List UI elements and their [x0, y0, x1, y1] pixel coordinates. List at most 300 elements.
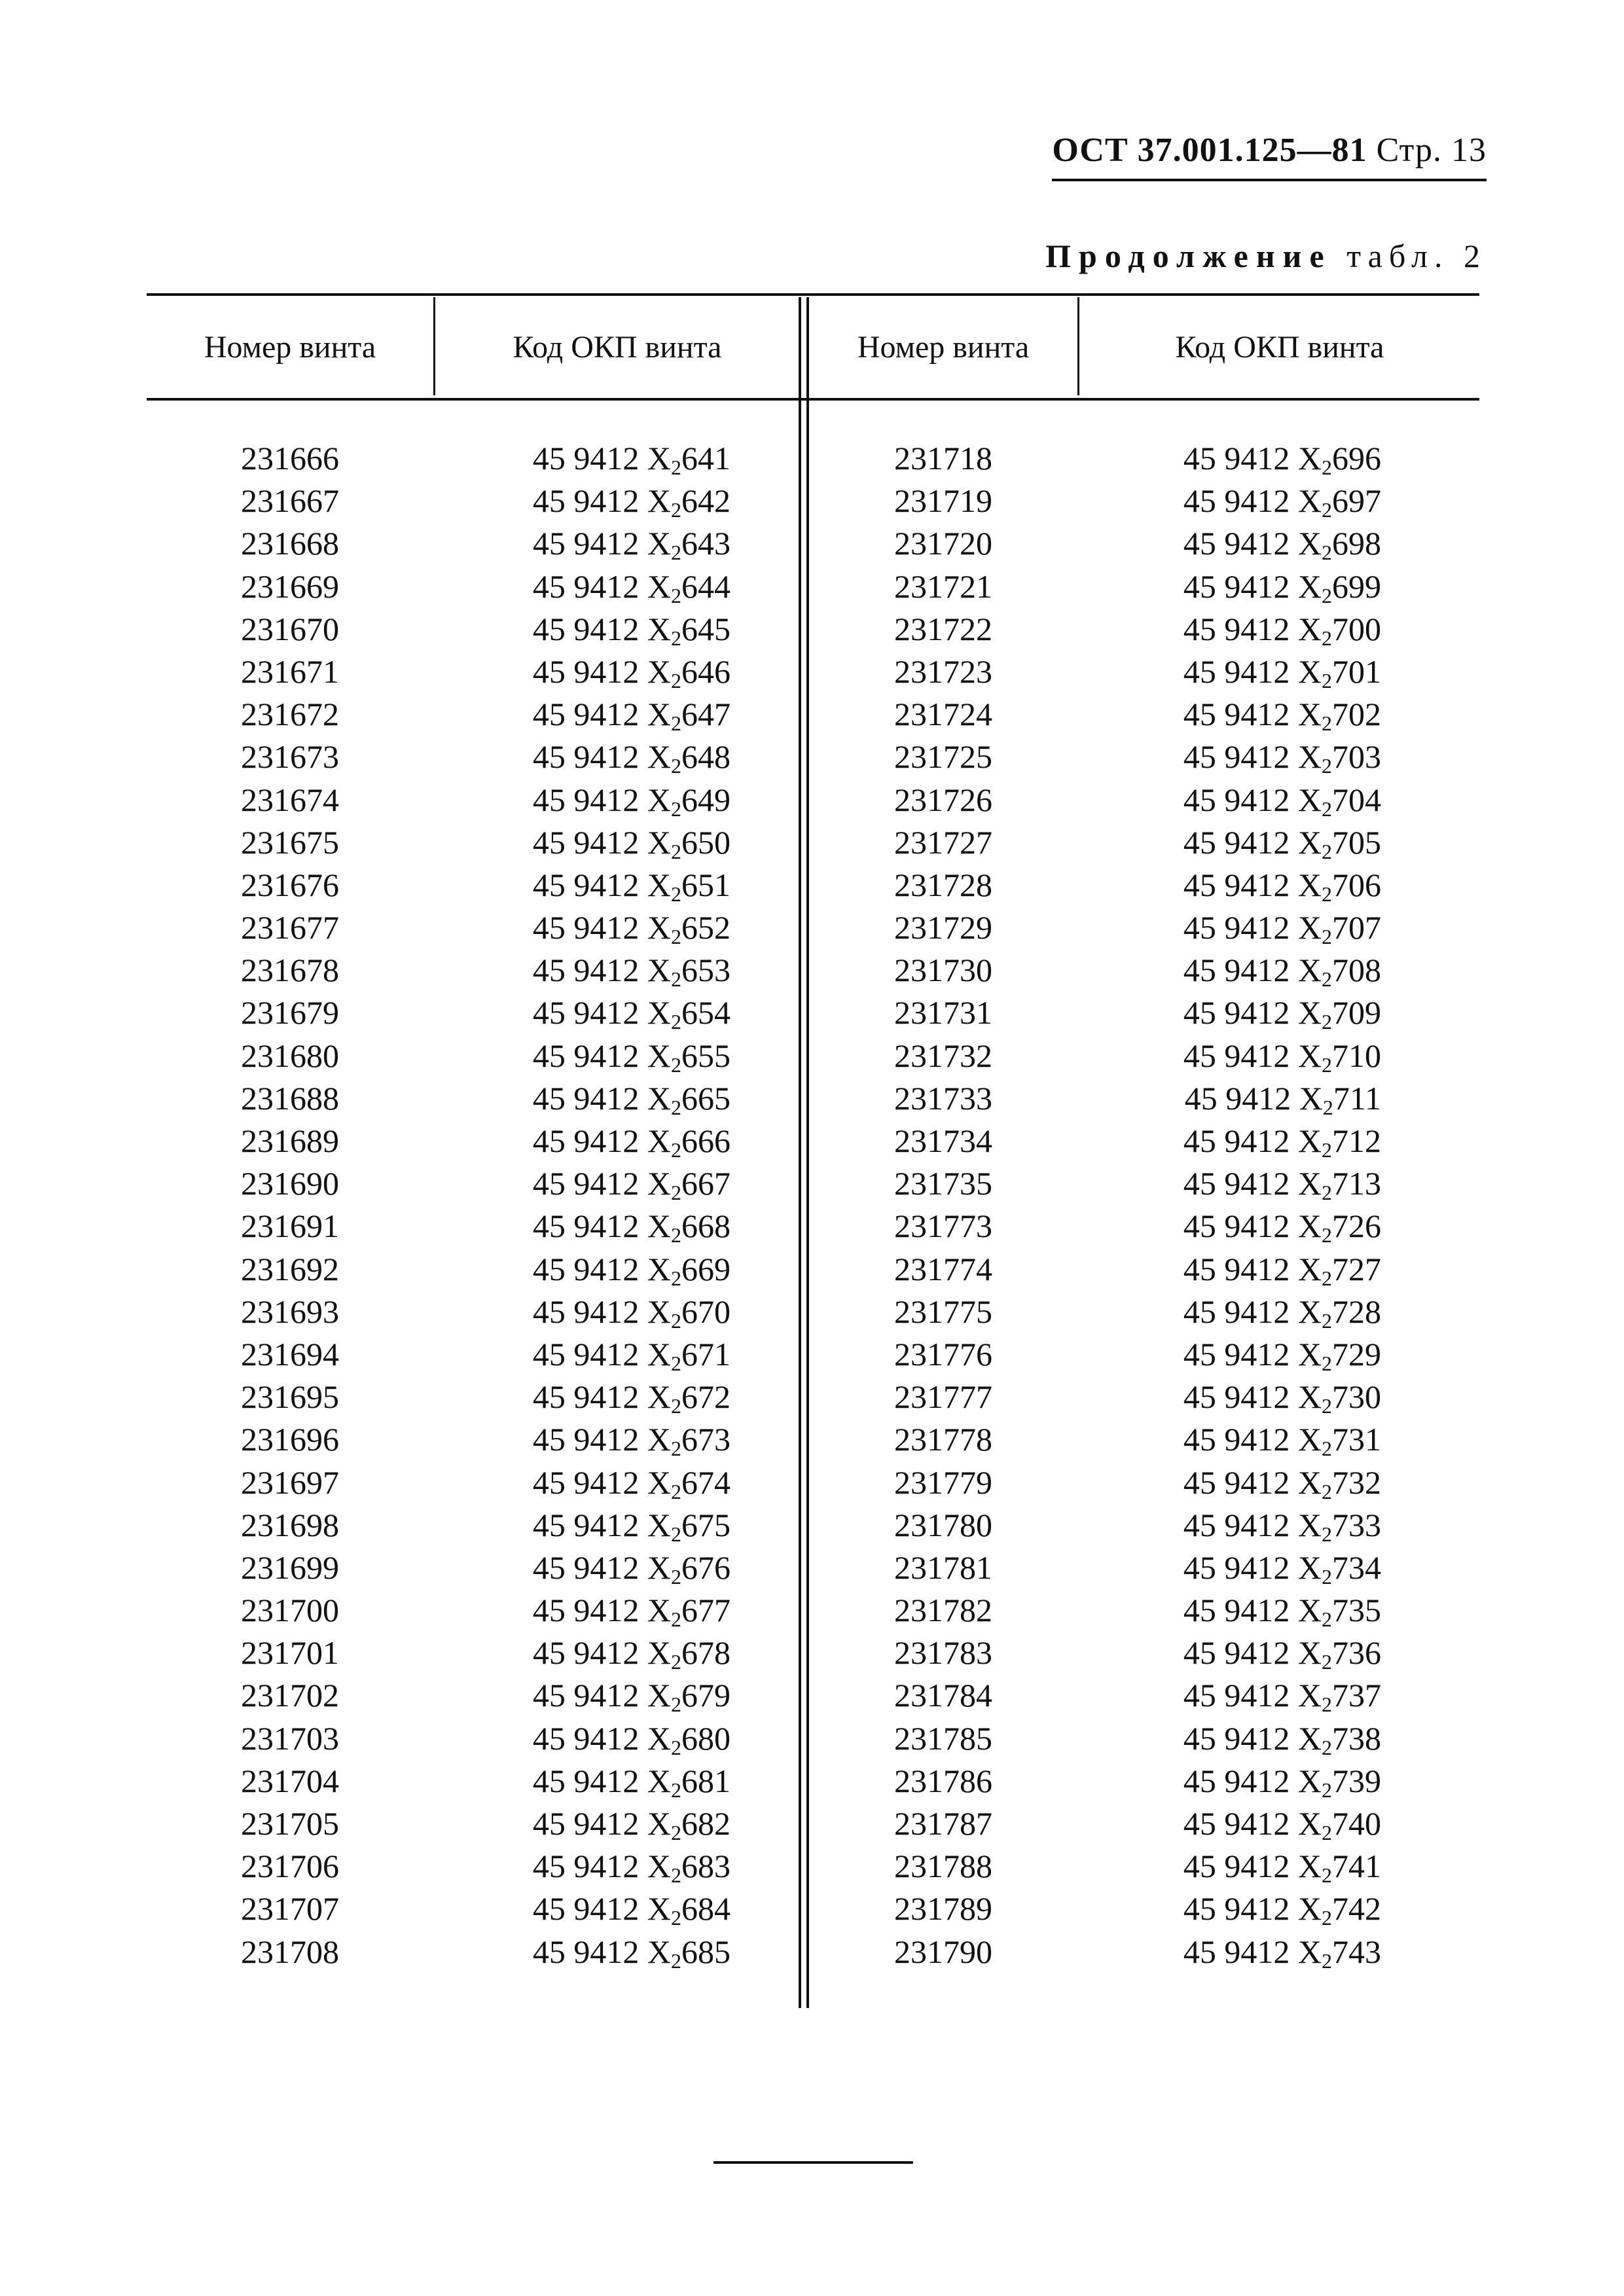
okp-code-prefix: 45 9412 X — [532, 567, 671, 605]
okp-code-subscript: 2 — [1322, 1010, 1332, 1034]
okp-code-prefix: 45 9412 X — [1183, 1463, 1322, 1501]
okp-code-prefix: 45 9412 X — [1183, 909, 1322, 946]
screw-number: 231680 — [241, 1037, 339, 1074]
okp-code-suffix: 668 — [681, 1208, 731, 1245]
okp-code-suffix: 729 — [1332, 1335, 1381, 1372]
okp-code-suffix: 735 — [1332, 1592, 1381, 1629]
okp-code-prefix: 45 9412 X — [532, 1463, 671, 1501]
okp-code-prefix: 45 9412 X — [1183, 1037, 1322, 1074]
okp-code-subscript: 2 — [671, 1266, 681, 1290]
okp-code-prefix: 45 9412 X — [532, 1079, 671, 1117]
okp-code — [436, 949, 731, 992]
okp-code-prefix: 45 9412 X — [1183, 1677, 1322, 1714]
screw-number: 231778 — [894, 1421, 992, 1458]
screw-number: 231789 — [894, 1890, 992, 1928]
okp-code-prefix: 45 9412 X — [532, 696, 671, 733]
okp-code — [1080, 1674, 1381, 1717]
okp-code-subscript: 2 — [1322, 1437, 1332, 1461]
okp-code-prefix: 45 9412 X — [1183, 866, 1322, 903]
okp-code-subscript: 2 — [1322, 498, 1332, 522]
screw-number: 231728 — [894, 866, 992, 903]
okp-code-suffix: 679 — [681, 1677, 731, 1714]
screw-number: 231679 — [241, 994, 339, 1031]
okp-code-prefix: 45 9412 X — [532, 1506, 671, 1543]
okp-code-suffix: 672 — [681, 1378, 731, 1416]
okp-code-suffix: 651 — [681, 866, 731, 903]
okp-code-suffix: 708 — [1332, 952, 1381, 989]
okp-code-prefix: 45 9412 X — [1183, 567, 1322, 605]
okp-code — [1080, 522, 1381, 565]
okp-code — [1080, 1248, 1381, 1291]
screw-number: 231673 — [241, 738, 339, 776]
screw-number: 231703 — [241, 1719, 339, 1757]
okp-code-subscript: 2 — [671, 1607, 681, 1632]
okp-code — [436, 480, 731, 522]
okp-code-subscript: 2 — [1322, 1821, 1332, 1844]
screw-number: 231688 — [241, 1079, 339, 1117]
okp-code-prefix: 45 9412 X — [532, 1677, 671, 1714]
okp-code-subscript: 2 — [1322, 1181, 1332, 1205]
okp-code-subscript: 2 — [671, 754, 681, 778]
okp-code — [436, 1376, 731, 1418]
okp-code-suffix: 680 — [681, 1719, 731, 1757]
okp-code — [1080, 1418, 1381, 1461]
okp-code-prefix: 45 9412 X — [532, 952, 671, 989]
okp-code-subscript: 2 — [671, 1223, 681, 1247]
column-divider — [433, 297, 435, 395]
screw-number: 231671 — [241, 653, 339, 690]
screw-number: 231734 — [894, 1122, 992, 1159]
okp-code-suffix: 655 — [681, 1037, 731, 1074]
okp-code — [436, 1931, 731, 1973]
okp-code-suffix: 644 — [681, 567, 731, 605]
screw-number: 231705 — [241, 1805, 339, 1842]
okp-code-subscript: 2 — [671, 1863, 681, 1888]
okp-code-prefix: 45 9412 X — [532, 1165, 671, 1202]
okp-code-subscript: 2 — [671, 1394, 681, 1418]
okp-code-prefix: 45 9412 X — [532, 1805, 671, 1842]
screw-number: 231774 — [894, 1250, 992, 1287]
okp-code-prefix: 45 9412 X — [1183, 1208, 1322, 1245]
okp-code-subscript: 2 — [671, 1138, 681, 1162]
okp-code-subscript: 2 — [671, 882, 681, 906]
okp-code — [1080, 1120, 1381, 1162]
okp-code-prefix: 45 9412 X — [1183, 1335, 1322, 1372]
screw-number: 231718 — [894, 440, 992, 476]
okp-code-subscript: 2 — [1322, 1351, 1332, 1375]
screw-number: 231697 — [241, 1463, 339, 1501]
okp-code-suffix: 674 — [681, 1463, 731, 1501]
okp-code-suffix: 676 — [681, 1549, 731, 1586]
okp-code-suffix: 648 — [681, 738, 731, 776]
okp-code-suffix: 642 — [681, 482, 731, 520]
okp-code-subscript: 2 — [671, 1693, 681, 1717]
okp-code-subscript: 2 — [671, 711, 681, 736]
okp-code-subscript: 2 — [1322, 967, 1332, 992]
okp-code-subscript: 2 — [671, 1181, 681, 1205]
okp-code-subscript: 2 — [1322, 1095, 1333, 1119]
okp-code-subscript: 2 — [671, 1010, 681, 1034]
okp-code-prefix: 45 9412 X — [532, 1335, 671, 1372]
okp-code-prefix: 45 9412 X — [1183, 1122, 1322, 1159]
okp-code-prefix: 45 9412 X — [1183, 1592, 1322, 1629]
screw-number: 231733 — [894, 1079, 992, 1117]
okp-code — [436, 821, 731, 864]
screw-number: 231704 — [241, 1762, 339, 1799]
document-id: ОСТ 37.001.125—81 — [1052, 132, 1367, 169]
okp-code-suffix: 711 — [1333, 1079, 1381, 1117]
okp-code-subscript: 2 — [671, 583, 681, 607]
okp-code-suffix: 701 — [1332, 653, 1381, 690]
screw-number: 231787 — [894, 1805, 992, 1842]
okp-code-subscript: 2 — [1322, 1906, 1332, 1930]
okp-code — [1080, 1888, 1381, 1930]
okp-code-prefix: 45 9412 X — [1183, 1634, 1322, 1672]
okp-code-subscript: 2 — [1322, 925, 1332, 949]
okp-code-suffix: 669 — [681, 1250, 731, 1287]
okp-code — [1080, 1077, 1381, 1120]
okp-code-suffix: 654 — [681, 994, 731, 1031]
okp-code-subscript: 2 — [1322, 1863, 1332, 1888]
okp-code-suffix: 707 — [1332, 909, 1381, 946]
screw-number: 231690 — [241, 1165, 339, 1202]
okp-code — [436, 437, 731, 480]
footer-rule — [713, 2161, 913, 2164]
screw-number: 231676 — [241, 866, 339, 903]
okp-code — [436, 1547, 731, 1589]
okp-code — [1080, 437, 1381, 480]
okp-code-prefix: 45 9412 X — [1183, 610, 1322, 647]
okp-code-prefix: 45 9412 X — [532, 909, 671, 946]
okp-code-prefix: 45 9412 X — [532, 1208, 671, 1245]
okp-code — [436, 651, 731, 693]
okp-code-subscript: 2 — [671, 1095, 681, 1119]
okp-code-subscript: 2 — [1322, 1479, 1332, 1503]
okp-code-prefix: 45 9412 X — [1183, 440, 1322, 476]
okp-code-suffix: 734 — [1332, 1549, 1381, 1586]
okp-code — [1080, 1333, 1381, 1376]
okp-code-suffix: 652 — [681, 909, 731, 946]
okp-code-suffix: 646 — [681, 653, 731, 690]
screw-number: 231692 — [241, 1250, 339, 1287]
screw-number: 231784 — [894, 1677, 992, 1714]
right-code-column — [1080, 437, 1381, 1973]
okp-code-subscript: 2 — [1322, 1138, 1332, 1162]
okp-code-subscript: 2 — [1322, 1052, 1332, 1077]
okp-code-suffix: 740 — [1332, 1805, 1381, 1842]
okp-code — [1080, 1462, 1381, 1504]
okp-code-suffix: 699 — [1332, 567, 1381, 605]
okp-code-subscript: 2 — [671, 1052, 681, 1077]
okp-code-prefix: 45 9412 X — [1183, 1293, 1322, 1330]
okp-code — [1080, 693, 1381, 736]
okp-code-subscript: 2 — [1322, 1607, 1332, 1632]
screw-number: 231695 — [241, 1378, 339, 1416]
okp-code-prefix: 45 9412 X — [1183, 1165, 1322, 1202]
okp-code — [436, 1077, 731, 1120]
okp-code — [436, 1333, 731, 1376]
okp-code-prefix: 45 9412 X — [532, 866, 671, 903]
okp-code-subscript: 2 — [1322, 626, 1332, 650]
okp-code-suffix: 698 — [1332, 525, 1381, 562]
okp-code-subscript: 2 — [671, 967, 681, 992]
okp-code — [436, 1205, 731, 1247]
okp-code — [436, 1632, 731, 1674]
okp-code-suffix: 733 — [1332, 1506, 1381, 1543]
okp-code-suffix: 683 — [681, 1848, 731, 1885]
okp-code-suffix: 643 — [681, 525, 731, 562]
okp-code-suffix: 732 — [1332, 1463, 1381, 1501]
screw-number: 231674 — [241, 781, 339, 818]
screw-number: 231776 — [894, 1335, 992, 1372]
okp-code-prefix: 45 9412 X — [532, 1378, 671, 1416]
okp-code-subscript: 2 — [1322, 1308, 1332, 1333]
screw-number: 231675 — [241, 823, 339, 861]
okp-code-prefix: 45 9412 X — [532, 482, 671, 520]
okp-code — [436, 1248, 731, 1291]
screw-number: 231670 — [241, 610, 339, 647]
screw-number: 231783 — [894, 1634, 992, 1672]
okp-code-suffix: 703 — [1332, 738, 1381, 776]
okp-code — [436, 1760, 731, 1803]
okp-code-suffix: 730 — [1332, 1378, 1381, 1416]
okp-code-prefix: 45 9412 X — [532, 1890, 671, 1928]
okp-code — [436, 1504, 731, 1547]
screw-number: 231788 — [894, 1848, 992, 1885]
okp-code — [1080, 1845, 1381, 1888]
okp-code — [1080, 1547, 1381, 1589]
okp-code-prefix: 45 9412 X — [1183, 696, 1322, 733]
okp-code-subscript: 2 — [671, 1650, 681, 1674]
okp-code-suffix: 702 — [1332, 696, 1381, 733]
okp-code-suffix: 738 — [1332, 1719, 1381, 1757]
screw-number: 231721 — [894, 567, 992, 605]
okp-code-prefix: 45 9412 X — [1183, 1719, 1322, 1757]
okp-code-subscript: 2 — [671, 797, 681, 821]
okp-code-subscript: 2 — [1322, 668, 1332, 692]
okp-code — [1080, 480, 1381, 522]
okp-code-prefix: 45 9412 X — [1183, 1805, 1322, 1842]
okp-code — [436, 1888, 731, 1930]
okp-code-prefix: 45 9412 X — [1183, 952, 1322, 989]
table-top-rule — [147, 293, 1479, 296]
okp-code-subscript: 2 — [1322, 456, 1332, 479]
caption-continuation: Продолжение — [1045, 238, 1332, 274]
screw-number: 231725 — [894, 738, 992, 776]
screw-number: 231773 — [894, 1208, 992, 1245]
okp-code — [1080, 1291, 1381, 1333]
okp-code — [1080, 565, 1381, 608]
okp-code — [436, 1674, 731, 1717]
screw-number: 231702 — [241, 1677, 339, 1714]
okp-code-prefix: 45 9412 X — [1183, 653, 1322, 690]
okp-code — [1080, 651, 1381, 693]
okp-code — [436, 1462, 731, 1504]
screw-number: 231694 — [241, 1335, 339, 1372]
okp-code-prefix: 45 9412 X — [532, 1250, 671, 1287]
okp-code-suffix: 665 — [681, 1079, 731, 1117]
okp-code-suffix: 700 — [1332, 610, 1381, 647]
okp-code-subscript: 2 — [1322, 1223, 1332, 1247]
screw-number: 231726 — [894, 781, 992, 818]
okp-code-suffix: 671 — [681, 1335, 731, 1372]
okp-code — [436, 1035, 731, 1077]
left-number-column — [147, 437, 433, 1973]
okp-code-suffix: 710 — [1332, 1037, 1381, 1074]
okp-code-subscript: 2 — [671, 839, 681, 863]
okp-code-prefix: 45 9412 X — [532, 1933, 671, 1970]
page-header — [1052, 131, 1487, 181]
okp-code-suffix: 728 — [1332, 1293, 1381, 1330]
okp-code — [436, 693, 731, 736]
okp-code — [1080, 906, 1381, 949]
okp-code-subscript: 2 — [1322, 1564, 1332, 1588]
okp-code-suffix: 653 — [681, 952, 731, 989]
okp-code-prefix: 45 9412 X — [532, 1421, 671, 1458]
screw-number: 231677 — [241, 909, 339, 946]
okp-code-suffix: 713 — [1332, 1165, 1381, 1202]
okp-code-subscript: 2 — [1322, 583, 1332, 607]
okp-code-prefix: 45 9412 X — [532, 610, 671, 647]
okp-code-suffix: 739 — [1332, 1762, 1381, 1799]
screw-number: 231689 — [241, 1122, 339, 1159]
okp-code-subscript: 2 — [1322, 882, 1332, 906]
okp-code-suffix: 667 — [681, 1165, 731, 1202]
screw-number: 231720 — [894, 525, 992, 562]
okp-code-suffix: 647 — [681, 696, 731, 733]
okp-code-prefix: 45 9412 X — [1183, 1848, 1322, 1885]
okp-code-prefix: 45 9412 X — [532, 1549, 671, 1586]
column-header-okp-code: Код ОКП винта — [1175, 330, 1384, 365]
screw-number: 231732 — [894, 1037, 992, 1074]
okp-code-suffix: 696 — [1332, 440, 1381, 476]
left-code-column — [436, 437, 731, 1973]
column-divider — [1077, 297, 1079, 395]
screw-number: 231786 — [894, 1762, 992, 1799]
okp-code-subscript: 2 — [671, 1906, 681, 1930]
column-header-okp-code: Код ОКП винта — [513, 330, 722, 365]
screw-number: 231779 — [894, 1463, 992, 1501]
okp-code-suffix: 742 — [1332, 1890, 1381, 1928]
screw-number: 231780 — [894, 1506, 992, 1543]
column-header-screw-number: Номер винта — [204, 330, 376, 365]
screw-number: 231672 — [241, 696, 339, 733]
okp-code — [436, 1717, 731, 1760]
okp-code-subscript: 2 — [1322, 839, 1332, 863]
okp-code — [436, 1162, 731, 1205]
okp-code-subscript: 2 — [671, 1522, 681, 1546]
okp-code-subscript: 2 — [1322, 541, 1332, 565]
okp-code-suffix: 649 — [681, 781, 731, 818]
okp-code-suffix: 682 — [681, 1805, 731, 1842]
okp-code-prefix: 45 9412 X — [532, 1634, 671, 1672]
okp-code-subscript: 2 — [1322, 1266, 1332, 1290]
right-number-column — [809, 437, 1077, 1973]
okp-code — [436, 1291, 731, 1333]
okp-code-prefix: 45 9412 X — [532, 823, 671, 861]
screw-number: 231735 — [894, 1165, 992, 1202]
okp-code — [436, 992, 731, 1034]
caption-table-ref: табл. 2 — [1346, 238, 1487, 274]
okp-code — [436, 565, 731, 608]
okp-code-prefix: 45 9412 X — [532, 1848, 671, 1885]
okp-code-subscript: 2 — [671, 1948, 681, 1973]
screw-number: 231777 — [894, 1378, 992, 1416]
screw-number: 231730 — [894, 952, 992, 989]
column-header-screw-number: Номер винта — [857, 330, 1030, 365]
okp-code-subscript: 2 — [671, 1479, 681, 1503]
okp-code-prefix: 45 9412 X — [1183, 1933, 1322, 1970]
screw-number: 231724 — [894, 696, 992, 733]
screw-number: 231781 — [894, 1549, 992, 1586]
okp-code-prefix: 45 9412 X — [532, 1592, 671, 1629]
okp-code-prefix: 45 9412 X — [1183, 823, 1322, 861]
table-caption — [1045, 237, 1487, 275]
screw-number: 231785 — [894, 1719, 992, 1757]
okp-code-subscript: 2 — [1322, 797, 1332, 821]
okp-code-subscript: 2 — [1322, 1650, 1332, 1674]
screw-number: 231691 — [241, 1208, 339, 1245]
okp-code — [1080, 1035, 1381, 1077]
screw-number: 231708 — [241, 1933, 339, 1970]
okp-code-suffix: 697 — [1332, 482, 1381, 520]
screw-number: 231701 — [241, 1634, 339, 1672]
screw-number: 231723 — [894, 653, 992, 690]
okp-code-suffix: 704 — [1332, 781, 1381, 818]
okp-code-subscript: 2 — [671, 541, 681, 565]
screw-number: 231666 — [241, 440, 339, 476]
okp-code — [1080, 736, 1381, 778]
okp-code-suffix: 641 — [681, 440, 731, 476]
okp-code-subscript: 2 — [671, 456, 681, 479]
okp-code-subscript: 2 — [1322, 711, 1332, 736]
okp-code-suffix: 743 — [1332, 1933, 1381, 1970]
okp-code — [436, 522, 731, 565]
okp-code-suffix: 650 — [681, 823, 731, 861]
okp-code-suffix: 681 — [681, 1762, 731, 1799]
okp-code — [1080, 779, 1381, 821]
okp-code-suffix: 731 — [1332, 1421, 1381, 1458]
okp-code — [436, 779, 731, 821]
screw-number: 231790 — [894, 1933, 992, 1970]
screw-number: 231700 — [241, 1592, 339, 1629]
okp-code — [1080, 608, 1381, 651]
okp-code — [1080, 1931, 1381, 1973]
okp-code — [436, 1803, 731, 1845]
page-number: Стр. 13 — [1376, 132, 1487, 169]
okp-code — [1080, 1760, 1381, 1803]
okp-code — [1080, 1632, 1381, 1674]
okp-code-prefix: 45 9412 X — [532, 738, 671, 776]
okp-code-prefix: 45 9412 X — [1183, 1762, 1322, 1799]
okp-code-suffix: 670 — [681, 1293, 731, 1330]
okp-code-prefix: 45 9412 X — [1183, 781, 1322, 818]
okp-code-suffix: 726 — [1332, 1208, 1381, 1245]
okp-code-subscript: 2 — [1322, 1948, 1332, 1973]
okp-code-prefix: 45 9412 X — [1183, 482, 1322, 520]
okp-code-prefix: 45 9412 X — [1183, 1421, 1322, 1458]
okp-code — [436, 906, 731, 949]
okp-code-suffix: 645 — [681, 610, 731, 647]
screw-number: 231729 — [894, 909, 992, 946]
okp-code-subscript: 2 — [671, 668, 681, 692]
okp-code-suffix: 709 — [1332, 994, 1381, 1031]
screw-number: 231678 — [241, 952, 339, 989]
okp-code-suffix: 678 — [681, 1634, 731, 1672]
okp-code — [436, 1418, 731, 1461]
okp-code-suffix: 705 — [1332, 823, 1381, 861]
okp-code-prefix: 45 9412 X — [532, 1762, 671, 1799]
